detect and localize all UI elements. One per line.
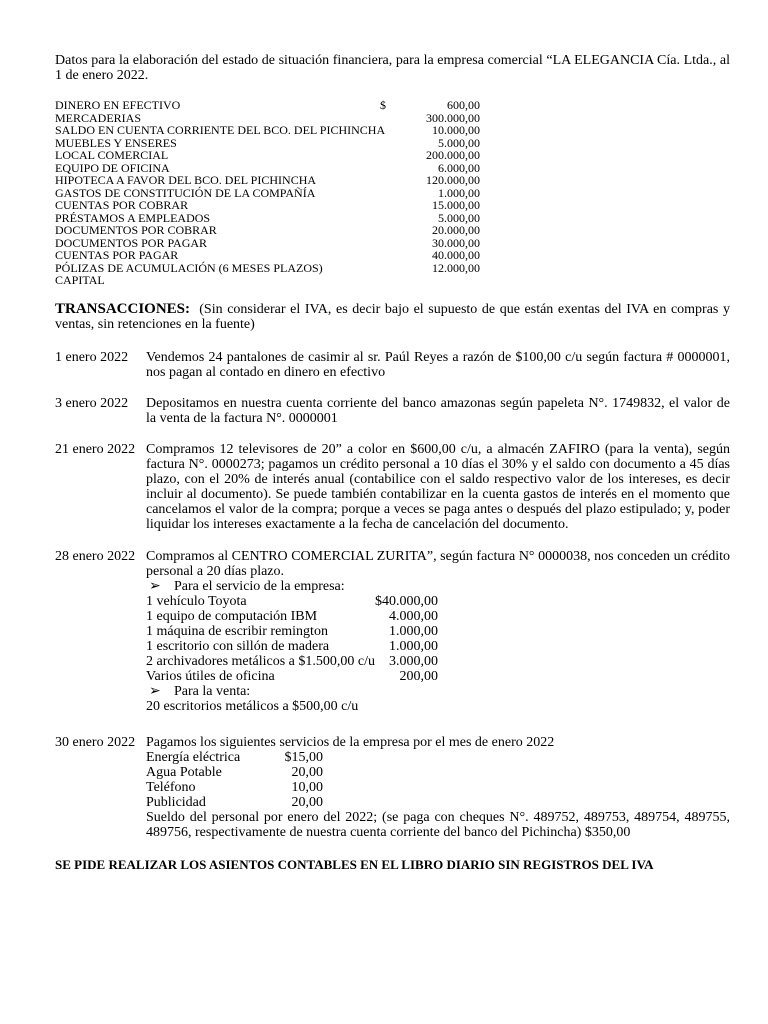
list-item [146, 795, 730, 810]
account-currency [380, 149, 400, 162]
account-currency [380, 162, 400, 175]
account-label: GASTOS DE CONSTITUCIÓN DE LA COMPAÑÍA [55, 185, 316, 200]
item-label: Varios útiles de oficina [146, 669, 275, 684]
transactions-heading-paragraph [55, 302, 730, 332]
list-item [146, 780, 730, 795]
account-label: MERCADERIAS [55, 110, 142, 125]
account-currency [380, 249, 400, 262]
transaction-date: 21 enero 2022 [55, 442, 136, 457]
item-value: 20,00 [291, 795, 323, 810]
account-row [55, 224, 480, 237]
bullet-line [146, 579, 730, 594]
account-currency [380, 224, 400, 237]
account-row [55, 124, 480, 137]
list-item [146, 669, 730, 684]
item-label: 1 máquina de escribir remington [146, 624, 328, 639]
list-item [146, 609, 730, 624]
account-label: DINERO EN EFECTIVO [55, 98, 181, 112]
account-row [55, 274, 480, 287]
list-item [146, 594, 730, 609]
account-value: 120.000,00 [426, 173, 480, 187]
sale-item: 20 escritorios metálicos a $500,00 c/u [146, 699, 359, 714]
list-item [146, 765, 730, 780]
account-currency [380, 262, 400, 275]
account-label: CAPITAL [55, 273, 105, 287]
item-label: 2 archivadores metálicos a $1.500,00 c/u [146, 654, 375, 669]
account-value: 12.000,00 [432, 260, 480, 275]
item-label: Agua Potable [146, 765, 222, 780]
item-label: Teléfono [146, 780, 196, 795]
account-label: CUENTAS POR COBRAR [55, 198, 189, 212]
account-value: 30.000,00 [432, 235, 480, 250]
transactions-note: (Sin considerar el IVA, es decir bajo el supuesto de que están exentas del IVA en compras y ventas, sin retenciones en la fuente) [55, 302, 730, 332]
account-label: HIPOTECA A FAVOR DEL BCO. DEL PICHINCHA [55, 173, 317, 187]
list-item [146, 639, 730, 654]
account-currency [380, 274, 400, 287]
account-currency [380, 137, 400, 150]
account-value: 5.000,00 [438, 210, 480, 225]
list-item [146, 654, 730, 669]
account-label: EQUIPO DE OFICINA [55, 160, 170, 175]
item-value: 1.000,00 [389, 639, 438, 654]
bullet-line [146, 684, 730, 699]
transaction-date: 1 enero 2022 [55, 350, 129, 365]
item-label: 1 vehículo Toyota [146, 594, 247, 609]
account-row [55, 174, 480, 187]
account-currency [380, 174, 400, 187]
account-label: CUENTAS POR PAGAR [55, 248, 179, 262]
account-value: 20.000,00 [432, 223, 480, 237]
item-value: 4.000,00 [389, 609, 438, 624]
transaction-text: Depositamos en nuestra cuenta corriente del banco amazonas según papeleta N°. 1749832, el valor de la venta de la factura N°. 0000001 [146, 396, 730, 426]
salary-text: Sueldo del personal por enero del 2022; (se paga con cheques N°. 489752, 489753, 489754, 489755, 489756, respectivamente de nuestra cuenta corriente del banco del Pichincha) $350,00 [146, 810, 730, 840]
bullet-text: Para el servicio de la empresa: [174, 579, 345, 594]
item-value: 3.000,00 [389, 654, 438, 669]
list-item [146, 750, 730, 765]
account-label: PÓLIZAS DE ACUMULACIÓN (6 MESES PLAZOS) [55, 260, 323, 275]
account-label: PRÉSTAMOS A EMPLEADOS [55, 210, 211, 225]
account-value: 5.000,00 [438, 135, 480, 150]
item-value: 1.000,00 [389, 624, 438, 639]
account-value: 6.000,00 [438, 160, 480, 175]
account-label: MUEBLES Y ENSERES [55, 135, 177, 150]
transactions-heading: TRANSACCIONES: [55, 301, 191, 317]
item-value: $40.000,00 [375, 594, 438, 609]
item-label: Publicidad [146, 795, 206, 810]
item-label: Energía eléctrica [146, 750, 241, 765]
account-currency [380, 187, 400, 200]
account-row [55, 262, 480, 275]
account-value: 40.000,00 [432, 248, 480, 262]
account-value: 15.000,00 [432, 198, 480, 212]
account-label: LOCAL COMERCIAL [55, 148, 169, 162]
accounts-list [55, 99, 480, 287]
account-currency [380, 237, 400, 250]
final-instruction: SE PIDE REALIZAR LOS ASIENTOS CONTABLES EN EL LIBRO DIARIO SIN REGISTROS DEL IVA [55, 857, 654, 872]
account-currency [380, 199, 400, 212]
account-value: 200.000,00 [426, 148, 480, 162]
transaction-body [146, 735, 730, 840]
transaction-text: Pagamos los siguientes servicios de la empresa por el mes de enero 2022 [146, 735, 555, 750]
account-currency [385, 124, 404, 137]
transaction-text: Compramos al CENTRO COMERCIAL ZURITA”, según factura N° 0000038, nos conceden un crédito personal a 20 días plazo. [146, 549, 730, 579]
account-value: 300.000,00 [426, 110, 480, 125]
transaction-date: 30 enero 2022 [55, 735, 136, 750]
account-row [55, 249, 480, 262]
arrow-bullet-icon: ➢ [149, 684, 161, 699]
transaction-date: 3 enero 2022 [55, 396, 129, 411]
item-label: 1 equipo de computación IBM [146, 609, 318, 624]
service-items [146, 750, 730, 810]
account-row [55, 149, 480, 162]
item-value: $15,00 [284, 750, 323, 765]
arrow-bullet-icon: ➢ [149, 579, 161, 594]
account-label: DOCUMENTOS POR PAGAR [55, 235, 208, 250]
item-value: 20,00 [291, 765, 323, 780]
transaction-date: 28 enero 2022 [55, 549, 136, 564]
item-value: 10,00 [291, 780, 323, 795]
transaction-text: Vendemos 24 pantalones de casimir al sr. Paúl Reyes a razón de $100,00 c/u según factura # 0000001, nos pagan al contado en dinero en efectivo [146, 350, 730, 380]
list-item [146, 624, 730, 639]
account-currency [380, 212, 400, 225]
item-value: 200,00 [399, 669, 438, 684]
transaction-body [146, 549, 730, 714]
item-label: 1 escritorio con sillón de madera [146, 639, 330, 654]
account-row [55, 199, 480, 212]
transaction-text: Compramos 12 televisores de 20” a color en $600,00 c/u, a almacén ZAFIRO (para la venta), según factura N°. 0000273; pagamos un crédito personal a 10 días el 30% y el saldo con documento a 45 días plazo, con el 20% de interés anual (contabilice con el saldo respectivo valor de los intereses, es decir incluir al documento). Se puede también contabilizar en la cuenta gastos de interés en el momento que cancelamos el valor de la compra; porque a veces se paga antes o después del plazo estipulado; y, poder liquidar los intereses exactamente a la fecha de cancelación del documento. [146, 442, 730, 532]
account-label: DOCUMENTOS POR COBRAR [55, 223, 217, 237]
account-row [55, 99, 480, 112]
account-value: 600,00 [447, 98, 480, 112]
intro-paragraph: Datos para la elaboración del estado de situación financiera, para la empresa comercial “LA ELEGANCIA Cía. Ltda., al 1 de enero 2022. [55, 53, 730, 83]
bullet-text: Para la venta: [174, 684, 251, 699]
purchase-items [146, 594, 730, 684]
account-value: 10.000,00 [432, 123, 480, 137]
account-value [400, 274, 480, 287]
account-currency: $ [380, 98, 386, 112]
account-label: SALDO EN CUENTA CORRIENTE DEL BCO. DEL PICHINCHA [55, 123, 386, 137]
account-value: 1.000,00 [438, 185, 480, 200]
